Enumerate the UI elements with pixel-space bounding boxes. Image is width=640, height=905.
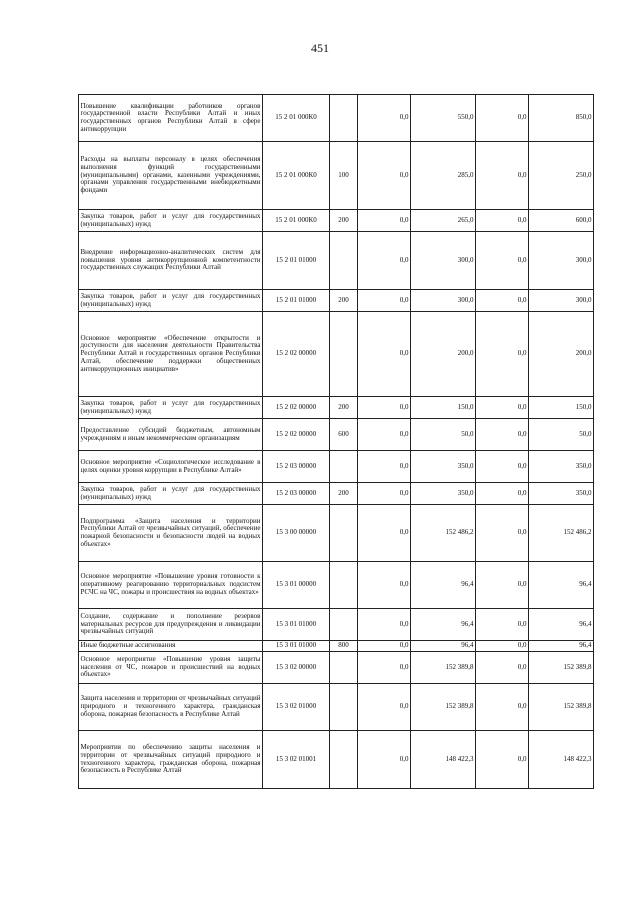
cell-amount-3: 0,0 [476,312,529,397]
cell-expense-type [330,232,358,290]
cell-amount-1: 0,0 [358,397,411,419]
page-number: 451 [311,41,329,55]
cell-name: Основное мероприятие «Социологическое исследование в целях оценки уровня коррупции в Республике Алтай» [79,451,263,483]
cell-amount-1: 0,0 [358,609,411,641]
cell-amount-4: 152 486,2 [529,505,594,562]
cell-target-code: 15 2 02 00000 [263,397,330,419]
table-row [79,505,594,562]
cell-amount-3: 0,0 [476,652,529,684]
table-row [79,562,594,609]
cell-amount-2: 50,0 [411,419,476,451]
cell-expense-type [330,505,358,562]
cell-name: Создание, содержание и пополнение резервов материальных ресурсов для предупреждения и ликвидации чрезвычайных ситуаций [79,609,263,641]
cell-amount-2: 152 486,2 [411,505,476,562]
cell-amount-3: 0,0 [476,419,529,451]
budget-table [78,94,594,789]
cell-amount-2: 350,0 [411,483,476,505]
cell-amount-4: 250,0 [529,142,594,210]
cell-expense-type: 600 [330,419,358,451]
cell-amount-4: 152 389,8 [529,684,594,731]
cell-amount-4: 300,0 [529,290,594,312]
cell-amount-4: 152 389,8 [529,652,594,684]
cell-amount-3: 0,0 [476,505,529,562]
cell-amount-3: 0,0 [476,290,529,312]
cell-name: Предоставление субсидий бюджетным, автономным учреждениям и иным некоммерческим организациям [79,419,263,451]
cell-target-code: 15 3 02 01000 [263,684,330,731]
cell-name: Внедрение информационно-аналитических систем для повышения уровня антикоррупционной компетентности государственных служащих Республики Алтай [79,232,263,290]
cell-amount-4: 148 422,3 [529,731,594,789]
cell-name: Закупка товаров, работ и услуг для государственных (муниципальных) нужд [79,397,263,419]
cell-amount-3: 0,0 [476,609,529,641]
cell-expense-type: 200 [330,397,358,419]
cell-expense-type [330,731,358,789]
cell-name: Подпрограмма «Защита населения и территории Республики Алтай от чрезвычайных ситуаций, обеспечение пожарной безопасности и безопасности людей на водных объектах» [79,505,263,562]
cell-amount-2: 300,0 [411,290,476,312]
cell-amount-2: 148 422,3 [411,731,476,789]
cell-expense-type [330,562,358,609]
cell-amount-2: 550,0 [411,95,476,142]
cell-amount-2: 96,4 [411,562,476,609]
cell-expense-type: 100 [330,142,358,210]
cell-amount-1: 0,0 [358,505,411,562]
cell-target-code: 15 2 01 01000 [263,290,330,312]
cell-expense-type [330,451,358,483]
cell-amount-4: 96,4 [529,609,594,641]
cell-amount-3: 0,0 [476,232,529,290]
cell-target-code: 15 3 01 01000 [263,609,330,641]
cell-name: Мероприятия по обеспечению защиты населения и территории от чрезвычайных ситуаций природного и техногенного характера, гражданская оборона, пожарная безопасность в Республике Алтай [79,731,263,789]
cell-amount-1: 0,0 [358,641,411,652]
cell-amount-3: 0,0 [476,483,529,505]
table-row [79,290,594,312]
cell-name: Защита населения и территории от чрезвычайных ситуаций природного и техногенного характера, гражданская оборона, пожарная безопасность в Республике Алтай [79,684,263,731]
cell-amount-2: 96,4 [411,641,476,652]
table-row [79,419,594,451]
cell-amount-2: 200,0 [411,312,476,397]
cell-amount-2: 152 389,8 [411,652,476,684]
cell-target-code: 15 3 00 00000 [263,505,330,562]
cell-amount-1: 0,0 [358,142,411,210]
table-row [79,232,594,290]
cell-amount-4: 350,0 [529,451,594,483]
cell-amount-1: 0,0 [358,232,411,290]
cell-name: Иные бюджетные ассигнования [79,641,263,652]
table-row [79,397,594,419]
cell-target-code: 15 2 02 00000 [263,312,330,397]
cell-expense-type [330,95,358,142]
cell-target-code: 15 2 02 00000 [263,419,330,451]
cell-amount-1: 0,0 [358,312,411,397]
table-row [79,312,594,397]
cell-amount-3: 0,0 [476,142,529,210]
cell-expense-type: 200 [330,290,358,312]
cell-amount-4: 150,0 [529,397,594,419]
table-row [79,451,594,483]
cell-target-code: 15 2 01 000К0 [263,95,330,142]
cell-target-code: 15 2 03 00000 [263,451,330,483]
cell-amount-1: 0,0 [358,419,411,451]
cell-amount-2: 350,0 [411,451,476,483]
cell-amount-3: 0,0 [476,397,529,419]
cell-amount-4: 50,0 [529,419,594,451]
cell-amount-4: 300,0 [529,232,594,290]
cell-amount-4: 96,4 [529,641,594,652]
cell-amount-2: 285,0 [411,142,476,210]
cell-amount-2: 150,0 [411,397,476,419]
cell-amount-3: 0,0 [476,210,529,232]
table-row [79,731,594,789]
cell-target-code: 15 2 01 000К0 [263,142,330,210]
cell-expense-type [330,652,358,684]
cell-amount-1: 0,0 [358,562,411,609]
cell-amount-2: 152 389,8 [411,684,476,731]
cell-name: Повышение квалификации работников органов государственной власти Республики Алтай и иных государственных органов Республики Алтай в сфере антикоррупции [79,95,263,142]
table-row [79,142,594,210]
cell-target-code: 15 3 01 00000 [263,562,330,609]
cell-name: Закупка товаров, работ и услуг для государственных (муниципальных) нужд [79,210,263,232]
cell-expense-type [330,609,358,641]
cell-amount-4: 350,0 [529,483,594,505]
cell-amount-4: 600,0 [529,210,594,232]
cell-amount-1: 0,0 [358,451,411,483]
cell-target-code: 15 2 01 000К0 [263,210,330,232]
cell-amount-3: 0,0 [476,684,529,731]
cell-target-code: 15 2 01 01000 [263,232,330,290]
cell-amount-1: 0,0 [358,731,411,789]
cell-amount-1: 0,0 [358,290,411,312]
cell-name: Закупка товаров, работ и услуг для государственных (муниципальных) нужд [79,483,263,505]
table-row [79,95,594,142]
cell-target-code: 15 3 01 01000 [263,641,330,652]
cell-expense-type [330,312,358,397]
cell-amount-1: 0,0 [358,95,411,142]
cell-name: Расходы на выплаты персоналу в целях обеспечения выполнения функций государственными (муниципальными) органами, казенными учреждениями, органами управления государственными внебюджетными фондами [79,142,263,210]
cell-amount-4: 850,0 [529,95,594,142]
table-row [79,609,594,641]
cell-amount-1: 0,0 [358,483,411,505]
cell-target-code: 15 3 02 00000 [263,652,330,684]
cell-amount-4: 96,4 [529,562,594,609]
table-row [79,483,594,505]
cell-amount-2: 265,0 [411,210,476,232]
cell-expense-type [330,684,358,731]
table-row [79,210,594,232]
cell-name: Основное мероприятие «Повышение уровня готовности к оперативному реагированию территориальных подсистем РСЧС на ЧС, пожары и происшествия на водных объектах» [79,562,263,609]
cell-expense-type: 800 [330,641,358,652]
cell-name: Основное мероприятие «Обеспечение открытости и доступности для населения деятельности Правительства Республики Алтай и государственных органов Республики Алтай, обеспечение поддержки общественных антикоррупционных инициатив» [79,312,263,397]
table-row [79,641,594,652]
cell-amount-3: 0,0 [476,95,529,142]
cell-expense-type: 200 [330,210,358,232]
cell-amount-1: 0,0 [358,684,411,731]
cell-name: Основное мероприятие «Повышение уровня защиты населения от ЧС, пожаров и происшествий на водных объектах» [79,652,263,684]
cell-expense-type: 200 [330,483,358,505]
table-row [79,652,594,684]
cell-amount-2: 300,0 [411,232,476,290]
cell-amount-1: 0,0 [358,210,411,232]
cell-amount-4: 200,0 [529,312,594,397]
cell-amount-3: 0,0 [476,731,529,789]
cell-target-code: 15 3 02 01001 [263,731,330,789]
cell-amount-1: 0,0 [358,652,411,684]
cell-amount-3: 0,0 [476,641,529,652]
cell-amount-2: 96,4 [411,609,476,641]
cell-amount-3: 0,0 [476,451,529,483]
cell-amount-3: 0,0 [476,562,529,609]
table-row [79,684,594,731]
cell-target-code: 15 2 03 00000 [263,483,330,505]
cell-name: Закупка товаров, работ и услуг для государственных (муниципальных) нужд [79,290,263,312]
